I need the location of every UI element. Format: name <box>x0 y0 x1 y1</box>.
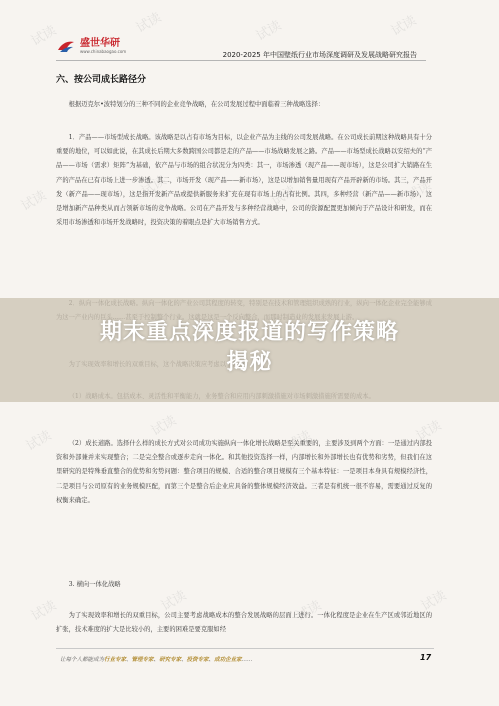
brand-url: www.chinabaogao.com <box>80 49 127 54</box>
footer-role: 行业专家 <box>104 657 127 663</box>
body-paragraph: 1．产品——市场型成长战略。该战略是以占有市场为目标，以企业产品为主线的公司发展战略。在公司成长前期这种战略具有十分重要的地位，可以如此说，在其成长后期大多数跨国公司都是走的产品——市场战略发展之路。产品——市场型成长战略以安绍夫的“产品——市场（需求）矩阵”为基础，依产品与市场的组合状况分为四类：其一，市场渗透（现产品——现市场），这是公司扩大销路在生产的产品在已有市场上进一步渗透。其二，市场开发（现产品——新市场），这是以增加销售量用现有产品开辟新的市场。其三，产品开发（新产品——现市场），这是指开发新产品或提供新服务来扩充在现有市场上的占有比例。其四，多种经营（新产品——新市场），这是增加新产品种类从而占领新市场的竞争战略。公司在产品开发与多种经营战略中，公司的资源配置更加倾向于产品设计和研发，而在采用市场渗透和市场开发战略时，投资决策的着眼点是扩大市场销售方式。 <box>56 134 432 227</box>
watermark: 试读 <box>413 418 445 445</box>
watermark: 试读 <box>23 428 55 455</box>
watermark: 试读 <box>18 188 50 215</box>
banner-title-line: 揭秘 <box>226 350 273 375</box>
watermark: 试读 <box>138 173 170 200</box>
footer-separator: 、 <box>153 657 160 663</box>
watermark: 试读 <box>158 588 190 615</box>
body-paragraph: 根据迈克尔•波特划分的三种不同的企业竞争战略，在公司发展过程中面临着三种战略选择： <box>68 101 325 108</box>
section-title: 六、按公司成长路径分 <box>56 75 147 85</box>
footer-divider <box>56 648 434 649</box>
watermark: 试读 <box>418 588 450 615</box>
watermark: 试读 <box>148 413 180 440</box>
page-header <box>0 0 499 62</box>
banner-title-line: 期末重点深度报道的写作策略 <box>99 320 399 345</box>
brand-logo-icon <box>56 38 76 54</box>
footer-role: 研究专家 <box>159 657 182 663</box>
watermark: 试读 <box>133 10 165 37</box>
footer-prefix: 让每个人都能成为 <box>60 657 105 663</box>
body-paragraph: 为了实现效率和增长的双重目标，公司主要考虑战略成本的整合发展战略的层面上进行。一体化程度是企业在生产区或邻近地区的扩张，技术难度的扩大是比较小的，主要的困难是要克服如经 <box>56 612 432 634</box>
banner-title <box>0 318 499 378</box>
footer-slogan <box>60 655 253 663</box>
body-paragraph: 3. 横向一体化战略 <box>68 581 121 588</box>
footer-role: 成功企业家 <box>214 657 242 663</box>
footer-separator: 、 <box>208 657 215 663</box>
watermark: 试读 <box>388 13 420 40</box>
brand-name: 盛世华研 <box>80 38 120 49</box>
footer-separator: 、 <box>181 657 187 663</box>
footer-suffix: …… <box>241 657 253 663</box>
watermark: 试读 <box>253 18 285 45</box>
footer-role: 投资专家 <box>186 657 209 663</box>
watermark: 试读 <box>28 23 60 50</box>
brand-logo <box>56 38 126 54</box>
page-number: 17 <box>420 653 432 662</box>
header-divider <box>56 60 426 61</box>
watermark: 试读 <box>403 178 435 205</box>
watermark: 试读 <box>293 598 325 625</box>
watermark: 试读 <box>28 598 60 625</box>
watermark: 试读 <box>283 428 315 455</box>
body-paragraph: （2）成长道路。选择什么样的成长方式对公司成功实施纵向一体化增长战略是至关重要的，主要涉及到两个方面：一是通过内部投资和外部兼并来实现整合；二是完全整合或逐步走向一体化。和其他投资选择一样，内部增长和外部增长也有优势和劣势，但我们在这里研究的是特殊垂直整合的优势和劣势问题：整合项目的规模、合适的整合项目规模有三个基本特征：一是项目本身具有规模经济性，二是项目与公司原有的业务规模匹配，而第三个是整合后企业应具备的整体规模经济效益。三者是有机统一很不容易，需要通过反复的权衡来确定。 <box>56 440 432 504</box>
watermark: 试读 <box>268 183 300 210</box>
report-title: 2020-2025 年中国壁纸行业市场深度调研及发展战略研究报告 <box>222 51 417 59</box>
footer-separator: 、 <box>126 657 132 663</box>
footer-role: 管理专家 <box>131 657 154 663</box>
